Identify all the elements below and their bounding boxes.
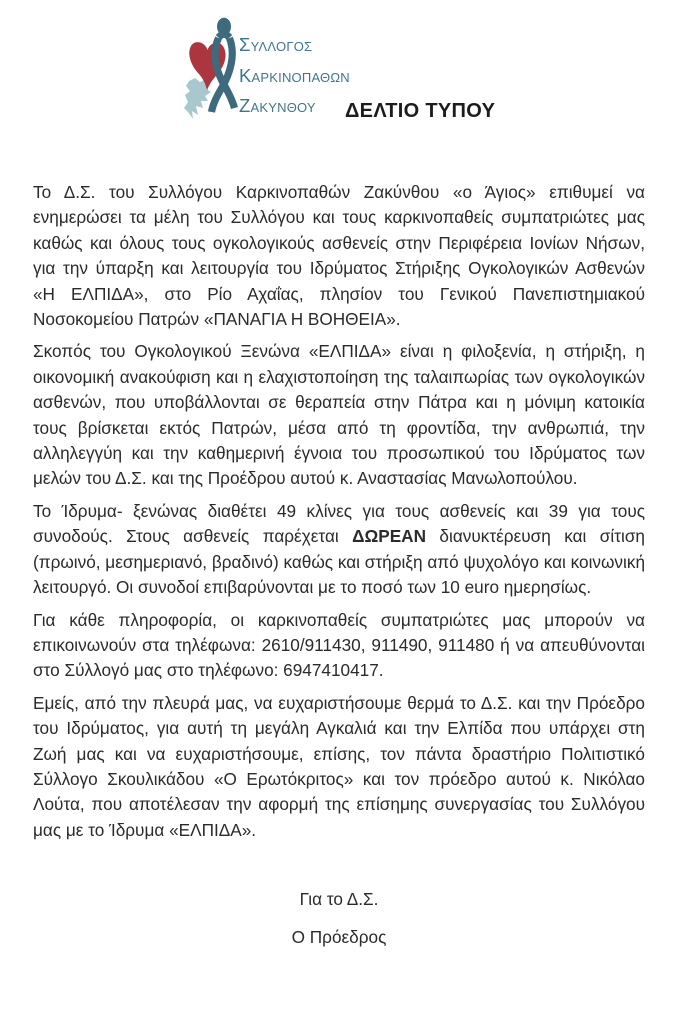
paragraph-facilities [33,499,645,601]
facilities-text-before: Το Ίδρυμα- ξενώνας διαθέτει 49 κλίνες για τους ασθενείς και 39 για τους συνοδούς. Στους ασθενείς παρέχεται [33,500,645,547]
free-of-charge-emphasis: ΔΩΡΕΑΝ [352,526,427,547]
logo-wordmark [239,31,350,123]
signature-president: Ο Πρόεδρος [291,927,387,948]
paragraph-contact-info: Για κάθε πληροφορία, οι καρκινοπαθείς συμπατριώτες μας μπορούν να επικοινωνούν στα τηλέφωνα: 2610/911430, 911490, 911480 ή να απευθύνονται στο Σύλλογό μας στο τηλέφωνο: 6947410417. [33,609,645,681]
paragraph-announcement: Το Δ.Σ. του Συλλόγου Καρκινοπαθών Ζακύνθου «ο Άγιος» επιθυμεί να ενημερώσει τα μέλη του Συλλόγου και τους καρκινοπαθείς συμπατριώτες μας καθώς και όλους τους ογκολογικούς ασθενείς στην Περιφέρεια Ιονίων Νήσων, για την ύπαρξη και λειτουργία του Ιδρύματος Στήριξης Ογκολογικών Ασθενών «Η ΕΛΠΙΔΑ», στο Ρίο Αχαΐας, πλησίον του Γενικού Πανεπιστημιακού Νοσοκομείου Πατρών «ΠΑΝΑΓΙΑ Η ΒΟΗΘΕΙΑ». [33,182,645,330]
logo-line-zakynthos: ΖΑΚΥΝΘΟΥ [239,95,316,116]
association-logo [184,15,246,120]
logo-line-association: ΣΥΛΛΟΓΟΣ [239,34,313,55]
paragraph-acknowledgements: Εμείς, από την πλευρά μας, να ευχαριστήσουμε θερμά το Δ.Σ. και την Πρόεδρο του Ιδρύματος, για αυτή τη μεγάλη Αγκαλιά και την Ελπίδα που υπάρχει στη Ζωή μας και να ευχαριστήσουμε, επίσης, τον πάντα δραστήριο Πολιτιστικό Σύλλογο Σκουλικάδου «Ο Ερωτόκριτος» και τον πρόεδρο αυτού κ. Νικόλαο Λούτα, που αποτέλεσαν την αφορμή της επίσημης συνεργασίας του Συλλόγου μας με το Ίδρυμα «ΕΛΠΙΔΑ». [33,692,645,840]
paragraph-purpose: Σκοπός του Ογκολογικού Ξενώνα «ΕΛΠΙΔΑ» είναι η φιλοξενία, η στήριξη, η οικονομική ανακούφιση και η ελαχιστοποίηση της ταλαιπωρίας των ογκολογικών ασθενών, που υποβάλλονται σε θεραπεία στην Πάτρα και η μόνιμη κατοικία τους βρίσκεται εκτός Πατρών, μέσα από τη φροντίδα, την ανθρωπιά, την αλληλεγγύη και την καθημερινή έγνοια του προσωπικού του Ιδρύματος των μελών του Δ.Σ. και της Προέδρου αυτού κ. Αναστασίας Μανωλοπούλου. [33,341,645,489]
signature-on-behalf-of-board: Για το Δ.Σ. [299,889,379,910]
letterhead [0,0,678,168]
facilities-text-after: διανυκτέρευση και σίτιση (πρωινό, μεσημεριανό, βραδινό) καθώς και στήριξη από ψυχολόγο και κοινωνική λειτουργό. Οι συνοδοί επιβαρύνονται με το ποσό των 10 euro ημερησίως. [33,526,645,598]
press-release-body [0,168,678,843]
awareness-ribbon-icon [212,34,235,112]
press-release-title: ΔΕΛΤΙΟ ΤΥΠΟΥ [345,100,496,122]
signature-block [0,887,678,950]
logo-line-cancer-patients: ΚΑΡΚΙΝΟΠΑΘΩΝ [239,64,350,86]
